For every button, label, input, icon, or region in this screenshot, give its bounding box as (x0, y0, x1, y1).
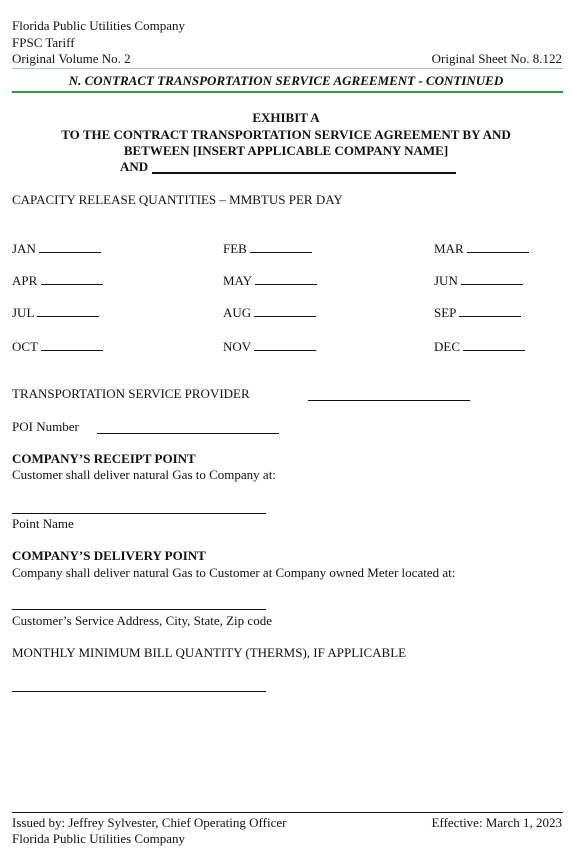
month-dec-blank[interactable] (463, 339, 525, 351)
month-nov-blank[interactable] (254, 339, 316, 351)
month-jun: JUN (434, 273, 523, 289)
month-oct-blank[interactable] (41, 339, 103, 351)
month-jun-blank[interactable] (461, 273, 523, 285)
header-company: Florida Public Utilities Company (12, 18, 185, 33)
month-mar: MAR (434, 241, 529, 257)
delivery-text: Company shall deliver natural Gas to Customer at Company owned Meter located at: (12, 565, 456, 580)
point-name-blank[interactable] (12, 513, 266, 514)
footer-effective-date: Effective: March 1, 2023 (431, 815, 562, 830)
exhibit-and-label: AND (120, 159, 149, 174)
provider-blank[interactable] (308, 400, 470, 401)
exhibit-subtitle-line2: BETWEEN [INSERT APPLICABLE COMPANY NAME] (123, 143, 449, 158)
poi-blank[interactable] (97, 433, 279, 434)
month-dec: DEC (434, 339, 525, 355)
month-oct: OCT (12, 339, 103, 355)
point-name-label: Point Name (12, 516, 74, 531)
month-may-blank[interactable] (255, 273, 317, 285)
month-feb: FEB (223, 241, 312, 257)
service-address-blank[interactable] (12, 609, 266, 610)
minimum-bill-blank[interactable] (12, 691, 266, 692)
month-may: MAY (223, 273, 317, 289)
month-jan-blank[interactable] (39, 241, 101, 253)
footer-issued-by: Issued by: Jeffrey Sylvester, Chief Operating Officer (12, 815, 287, 830)
header-tariff: FPSC Tariff (12, 35, 75, 50)
company-name-blank[interactable] (152, 172, 456, 174)
footer-company: Florida Public Utilities Company (12, 831, 185, 846)
header-rule-bottom (12, 91, 563, 93)
capacity-heading: CAPACITY RELEASE QUANTITIES – MMBTUS PER DAY (12, 192, 343, 207)
month-nov: NOV (223, 339, 316, 355)
receipt-heading: COMPANY’S RECEIPT POINT (12, 451, 196, 466)
minimum-bill-label: MONTHLY MINIMUM BILL QUANTITY (THERMS), IF APPLICABLE (12, 645, 407, 660)
footer-rule (12, 812, 563, 813)
month-apr: APR (12, 273, 103, 289)
delivery-heading: COMPANY’S DELIVERY POINT (12, 548, 206, 563)
month-apr-blank[interactable] (41, 273, 103, 285)
month-mar-blank[interactable] (467, 241, 529, 253)
header-sheet-number: Original Sheet No. 8.122 (431, 51, 562, 66)
month-aug: AUG (223, 305, 316, 321)
receipt-text: Customer shall deliver natural Gas to Company at: (12, 467, 276, 482)
month-aug-blank[interactable] (254, 305, 316, 317)
section-title: N. CONTRACT TRANSPORTATION SERVICE AGREEMENT - CONTINUED (68, 73, 504, 88)
month-sep-blank[interactable] (459, 305, 521, 317)
month-jul: JUL (12, 305, 99, 321)
month-jul-blank[interactable] (37, 305, 99, 317)
month-jan: JAN (12, 241, 101, 257)
exhibit-subtitle-line1: TO THE CONTRACT TRANSPORTATION SERVICE AGREEMENT BY AND (61, 127, 511, 142)
header-volume: Original Volume No. 2 (12, 51, 131, 66)
header-rule-top (12, 68, 563, 69)
service-address-label: Customer’s Service Address, City, State, Zip code (12, 613, 272, 628)
provider-label: TRANSPORTATION SERVICE PROVIDER (12, 386, 250, 401)
poi-label: POI Number (12, 419, 79, 434)
month-sep: SEP (434, 305, 521, 321)
exhibit-title: EXHIBIT A (252, 110, 320, 125)
month-feb-blank[interactable] (250, 241, 312, 253)
